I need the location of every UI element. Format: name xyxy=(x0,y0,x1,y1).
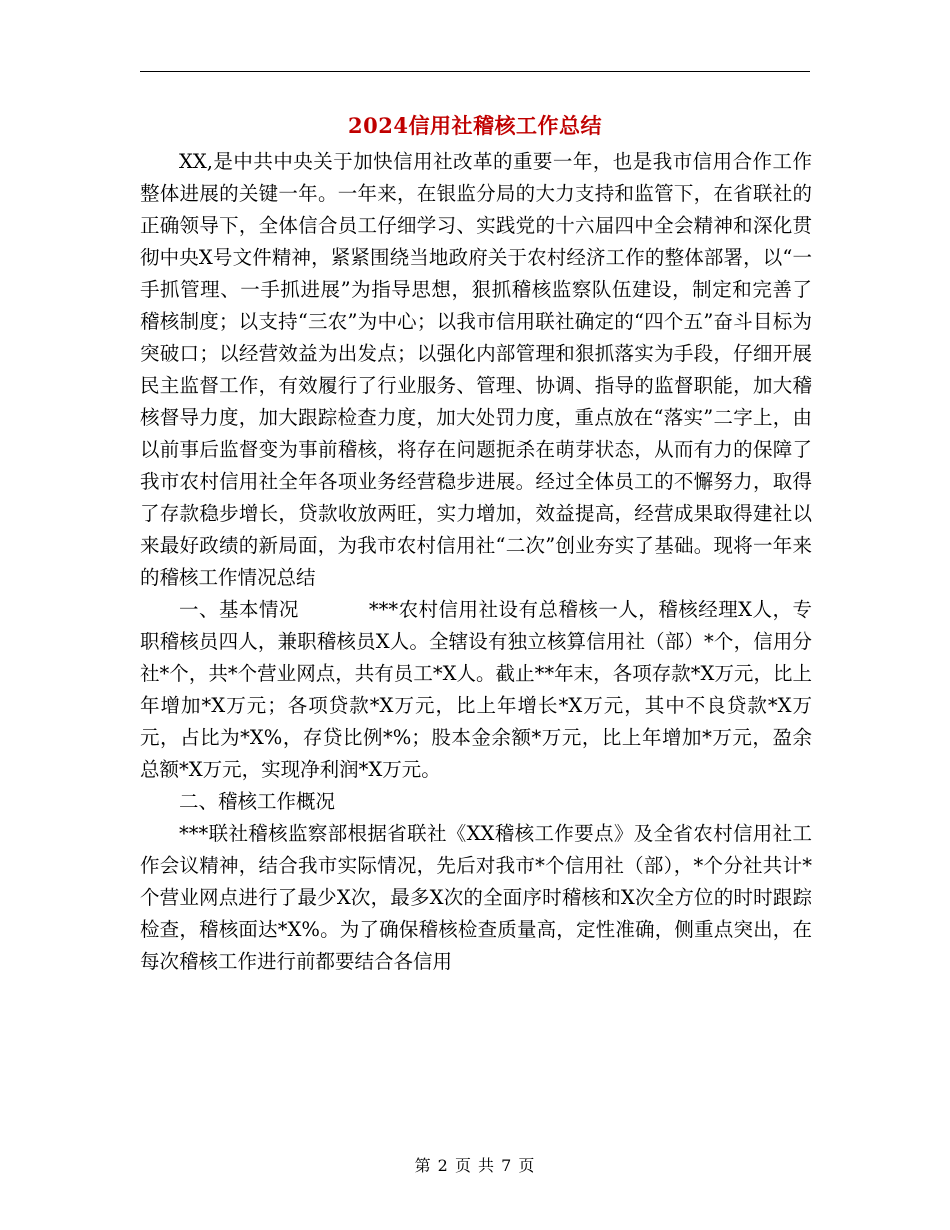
document-body xyxy=(140,146,812,978)
section-text-overview: ***联社稽核监察部根据省联社《XX稽核工作要点》及全省农村信用社工作会议精神，结合我市实际情况，先后对我市*个信用社（部），*个分社共计*个营业网点进行了最少X次，最多X次的全面序时稽核和X次全方位的时时跟踪检查，稽核面达*X%。为了确保稽核检查质量高，定性准确，侧重点突出，在每次稽核工作进行前都要结合各信用 xyxy=(140,822,812,973)
section-basic-paragraph xyxy=(140,594,812,786)
section-heading-overview: 二、稽核工作概况 xyxy=(179,790,336,813)
header-rule xyxy=(140,71,810,72)
section-text-basic: ***农村信用社设有总稽核一人，稽核经理X人，专职稽核员四人，兼职稽核员X人。全辖设有独立核算信用社（部）*个，信用分社*个，共*个营业网点，共有员工*X人。截止**年末，各项存款*X万元，比上年增加*X万元；各项贷款*X万元，比上年增长*X万元，其中不良贷款*X万元，占比为*X%，存贷比例*%；股本金余额*万元，比上年增加*万元，盈余总额*X万元，实现净利润*X万元。 xyxy=(140,598,812,781)
page-footer: 第 2 页 共 7 页 xyxy=(414,1156,536,1175)
intro-paragraph: XX,是中共中央关于加快信用社改革的重要一年，也是我市信用合作工作整体进展的关键一年。一年来，在银监分局的大力支持和监管下，在省联社的正确领导下，全体信合员工仔细学习、实践党的十六届四中全会精神和深化贯彻中央X号文件精神，紧紧围绕当地政府关于农村经济工作的整体部署，以“一手抓管理、一手抓进展”为指导思想，狠抓稽核监察队伍建设，制定和完善了稽核制度；以支持“三农”为中心；以我市信用联社确定的“四个五”奋斗目标为突破口；以经营效益为出发点；以强化内部管理和狠抓落实为手段，仔细开展民主监督工作，有效履行了行业服务、管理、协调、指导的监督职能，加大稽核督导力度，加大跟踪检查力度，加大处罚力度，重点放在“落实”二字上，由以前事后监督变为事前稽核，将存在问题扼杀在萌芽状态，从而有力的保障了我市农村信用社全年各项业务经营稳步进展。经过全体员工的不懈努力，取得了存款稳步增长，贷款收放两旺，实力增加，效益提高，经营成果取得建社以来最好政绩的新局面，为我市农村信用社“二次”创业夯实了基础。现将一年来的稽核工作情况总结 xyxy=(140,150,812,589)
section-heading-basic: 一、基本情况 xyxy=(179,598,299,621)
document-title: 2024信用社稽核工作总结 xyxy=(348,113,602,138)
